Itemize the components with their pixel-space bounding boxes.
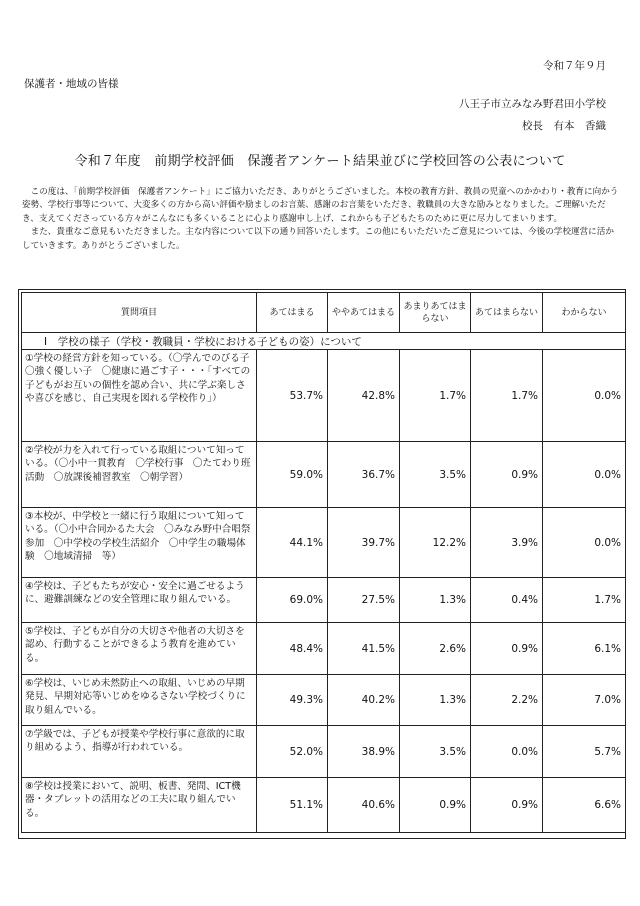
header-question: 質問項目 <box>22 293 257 333</box>
question-cell: ⑥学校は、いじめ未然防止への取組、いじめの早期発見、早期対応等いじめをゆるさない学校づくりに取り組んでいる。 <box>22 675 257 726</box>
recipient-line: 保護者・地域の皆様 <box>24 78 119 90</box>
value-cell: 6.1% <box>543 623 626 675</box>
table-row <box>22 442 626 508</box>
table-row <box>22 726 626 778</box>
value-cell: 3.5% <box>400 442 471 508</box>
value-cell: 5.7% <box>543 726 626 778</box>
document-date: 令和７年９月 <box>543 60 606 72</box>
header-unknown: わからない <box>543 293 626 333</box>
value-cell: 40.2% <box>328 675 400 726</box>
value-cell: 27.5% <box>328 578 400 623</box>
value-cell: 40.6% <box>328 778 400 833</box>
value-cell: 0.9% <box>400 778 471 833</box>
value-cell: 2.6% <box>400 623 471 675</box>
header-applies: あてはまる <box>257 293 328 333</box>
value-cell: 38.9% <box>328 726 400 778</box>
section-heading: Ⅰ 学校の様子（学校・教職員・学校における子どもの姿）について <box>22 333 626 350</box>
table-row <box>22 623 626 675</box>
school-name: 八王子市立みなみ野君田小学校 <box>459 98 606 110</box>
header-somewhat-applies: ややあてはまる <box>328 293 400 333</box>
header-not-applies: あてはまらない <box>471 293 543 333</box>
value-cell: 51.1% <box>257 778 328 833</box>
question-cell: ⑧学校は授業において、説明、板書、発問、ICT機器・タブレットの活用などの工夫に取り組んでいる。 <box>22 778 257 833</box>
value-cell: 3.9% <box>471 508 543 578</box>
table-row <box>22 778 626 833</box>
value-cell: 0.0% <box>543 442 626 508</box>
table-header-row <box>22 293 626 333</box>
question-cell: ④学校は、子どもたちが安心・安全に過ごせるように、避難訓練などの安全管理に取り組んでいる。 <box>22 578 257 623</box>
value-cell: 41.5% <box>328 623 400 675</box>
question-cell: ⑦学級では、子どもが授業や学校行事に意欲的に取り組めるよう、指導が行われている。 <box>22 726 257 778</box>
value-cell: 1.7% <box>400 350 471 442</box>
value-cell: 59.0% <box>257 442 328 508</box>
intro-text <box>22 186 622 253</box>
value-cell: 44.1% <box>257 508 328 578</box>
section-row <box>22 333 626 350</box>
value-cell: 0.4% <box>471 578 543 623</box>
value-cell: 1.3% <box>400 578 471 623</box>
intro-paragraph-1: この度は、「前期学校評価 保護者アンケート」にご協力いただき、ありがとうございました。本校の教育方針、教員の児童へのかかわり・教育に向かう姿勢、学校行事等について、大変多くの方から高い評価や励ましのお言葉、感謝のお言葉をいただき、教職員の大きな励みとなりました。ご理解いただき、支えてくださっている方々がこんなにも多くいることに心より感謝申し上げ、これからも子どもたちのために更に尽力してまいります。 <box>22 187 619 224</box>
value-cell: 3.5% <box>400 726 471 778</box>
table-row <box>22 675 626 726</box>
principal-name: 校長 有本 香織 <box>522 120 606 132</box>
value-cell: 36.7% <box>328 442 400 508</box>
question-cell: ①学校の経営方針を知っている。（〇学んでのびる子 〇強く優しい子 〇健康に過ごす子・・・「すべての子どもがお互いの個性を認め合い、共に学ぶ楽しさや喜びを感じ、自己実現を図れる学校作り」） <box>22 350 257 442</box>
value-cell: 1.7% <box>471 350 543 442</box>
value-cell: 39.7% <box>328 508 400 578</box>
value-cell: 42.8% <box>328 350 400 442</box>
value-cell: 1.3% <box>400 675 471 726</box>
value-cell: 0.9% <box>471 778 543 833</box>
value-cell: 1.7% <box>543 578 626 623</box>
question-cell: ③本校が、中学校と一緒に行う取組について知っている。（〇小中合同かるた大会 〇みなみ野中合唱祭参加 〇中学校の学校生活紹介 〇中学生の職場体験 〇地域清掃 等） <box>22 508 257 578</box>
value-cell: 12.2% <box>400 508 471 578</box>
survey-results-table <box>21 292 626 833</box>
document-title: 令和７年度 前期学校評価 保護者アンケート結果並びに学校回答の公表について <box>74 154 566 169</box>
header-rarely-applies: あまりあてはまらない <box>400 293 471 333</box>
value-cell: 0.9% <box>471 442 543 508</box>
value-cell: 52.0% <box>257 726 328 778</box>
value-cell: 53.7% <box>257 350 328 442</box>
intro-paragraph-2: また、貴重なご意見もいただきました。主な内容について以下の通り回答いたします。この他にもいただいたご意見については、今後の学校運営に活かしていきます。ありがとうございました。 <box>22 227 614 251</box>
table-row <box>22 350 626 442</box>
value-cell: 0.9% <box>471 623 543 675</box>
value-cell: 0.0% <box>471 726 543 778</box>
value-cell: 0.0% <box>543 508 626 578</box>
value-cell: 48.4% <box>257 623 328 675</box>
table-row <box>22 578 626 623</box>
value-cell: 2.2% <box>471 675 543 726</box>
value-cell: 69.0% <box>257 578 328 623</box>
value-cell: 7.0% <box>543 675 626 726</box>
value-cell: 0.0% <box>543 350 626 442</box>
question-cell: ②学校が力を入れて行っている取組について知っている。（〇小中一貫教育 〇学校行事 〇たてわり班活動 〇放課後補習教室 〇朝学習） <box>22 442 257 508</box>
value-cell: 49.3% <box>257 675 328 726</box>
table-row <box>22 508 626 578</box>
question-cell: ⑤学校は、子どもが自分の大切さや他者の大切さを認め、行動することができるよう教育を進めている。 <box>22 623 257 675</box>
value-cell: 6.6% <box>543 778 626 833</box>
